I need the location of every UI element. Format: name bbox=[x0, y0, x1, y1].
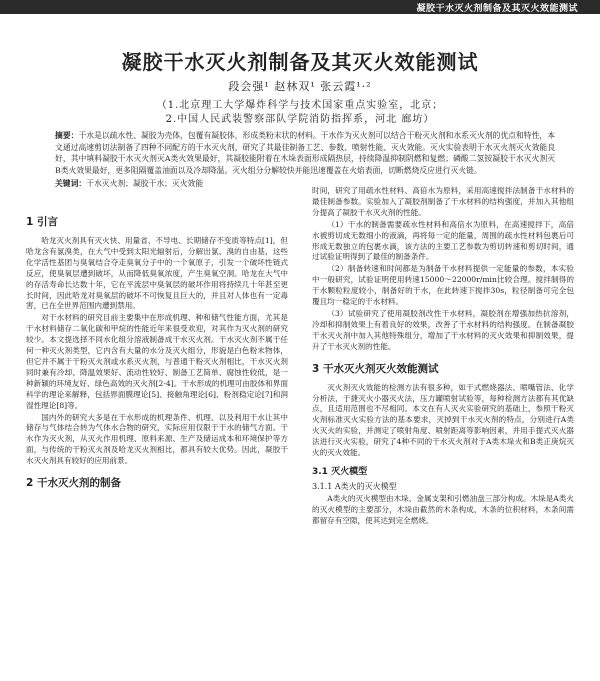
right-column bbox=[312, 186, 574, 528]
affiliation-1: （1.北京理工大学爆炸科学与技术国家重点实验室，北京； bbox=[156, 100, 444, 111]
section-3-heading: 3 干水灭火剂灭火效能测试 bbox=[312, 362, 439, 375]
section-1-paragraph: 哈龙灭火剂具有灭火快、用量省、不导电、长期储存不变质等特点[1]，但哈龙含有氯溴类，在大气中受到太阳光辐射后，分解出氯、溴的自由基，这些化学活性基团与臭氧结合夺走臭氧分子中的一个氧原子，引发一个破坏性链式反应，使臭氧层遭到破坏，从而降低臭氧浓度，产生臭氧空洞。哈龙在大气中的存活寿命长达数十年，它在平流层中臭氧层的破坏作用将持续几十年甚至更长时间，因此哈龙对臭氧层的破坏不可恢复且巨大的，并且对人体也有一定毒害，已在全世界范围内遭到禁用。 bbox=[26, 236, 288, 311]
running-header-bar bbox=[0, 0, 600, 14]
section-2-heading: 2 干水灭火剂的制备 bbox=[26, 477, 121, 490]
section-3-1-1-paragraph: A类火的灭火模型由木垛、金属支架和引燃油盘三部分构成。木垛是A类火的灭火模型的主要部分，木垛由截然的木条构成，木条的位积材料，木条间需都留存有空隙，使其达到完全燃烧。 bbox=[312, 493, 574, 525]
author-list: 段会强¹ 赵林双¹ 张云霞¹·² bbox=[228, 80, 372, 93]
section-3-paragraph: 灭火剂灭火效能的检测方法有很多种，如干式燃烧器法、喷嘴管法、化学分析法，于捷灭火小器灭火法，压力罐喷射试验等，每种检测方法都有其优缺点，且适用范围也不尽相同。本文在有人灭火实验研究的基础上，参照干粉灭火剂标准灭火实验方法的基本要求，灭掉到干水灭火剂的特点，分别进行A类火灭火的实验，并测定了喷射角度、喷射距离等影响因素，并用手提式灭火器法进行灭火实验，研究了4种不同的干水灭火剂对于A类木垛火和B类正庚烷灭火的灭火效能。 bbox=[312, 382, 574, 458]
abstract-label: 摘要： bbox=[55, 131, 79, 140]
right-column-paragraph: （3）试验研究了使用凝胶剂改性干水材料，凝胶剂在增强加热抗溶剂，冷却和抑制效果上有着良好的效果，改善了干水材料的结构强度。在制备凝胶干水灭火剂中加入其他特殊组分，增加了干水材料的灭火效果和抑制效果，提升了干水灭火剂的性能。 bbox=[312, 308, 574, 351]
abstract-text: 干水是以疏水性、凝胶为壳体，包覆有凝胶体，形成类粉末状的材料。干水作为灭火剂可以结合干粉灭火剂和水系灭火剂的优点和特性，本文通过高速剪切法制备了四种不同配方的干水灭火剂，研究了其最佳制备工艺、参数、喷射性能、灭火效能。灭火实验表明干水灭火剂灭火效能良好，其中填料凝胶干水灭火剂灭A类火效果最好，其凝胶能附着在木垛表面形成隔热层，持续降温抑制阴燃和复燃；磷酸二氢铵凝胶干水灭火剂灭B类火效果最好，更多阻隔覆盖油面以及冷却降温。灭火组分分解较快并能迅速覆盖在火焰表面，切断燃烧反应进行灭火链。 bbox=[55, 131, 556, 175]
abstract bbox=[55, 130, 555, 176]
paper-title: 凝胶干水灭火剂制备及其灭火效能测试 bbox=[121, 50, 479, 74]
right-column-paragraph: （2）制备转速和时间都是为制备干水材料提供一定能量的参数，本实验中一般研究，试验证明使用转速15000～22000r/min比较合理。搅拌制得的干水颗粒粒度较小，制备好的干水，在此转速下搅拌30s，粒径制备可完全包覆且均一稳定的干水材料。 bbox=[312, 264, 574, 307]
running-header-title: 凝胶干水灭火剂制备及其灭火效能测试 bbox=[416, 4, 578, 14]
keywords-text: 干水灭火剂；凝胶干水；灭火效能 bbox=[86, 179, 204, 188]
keywords-label: 关键词： bbox=[55, 179, 87, 188]
section-3-1-1-heading: 3.1.1 A类火的灭火模型 bbox=[312, 481, 397, 491]
right-column-paragraph: （1）干水的制备需要疏水性材料和高倍水为原料，在高速搅拌下，高倍水被剪切成无数细小的液滴，再将每一定的能量，周围的疏水性材料包裹后可形成无数独立的包裹水滴，该方法的主要工艺参数为剪切转速和剪切时间，通过试验证明得到了最佳的制备条件。 bbox=[312, 219, 574, 262]
right-column-paragraph: 时间，研究了用疏水性材料、高倍水为原料，采用高速搅拌法制备干水材料的最佳制备参数。实验加入了凝胶剂制备了干水材料的结构强度，并加入其他组分提高了凝胶干水灭火剂的性能。 bbox=[312, 186, 574, 217]
section-1-paragraph: 对干水材料的研究目前主要集中在形成机理、种和储气性能方面，尤其是干水材料储存二氧化碳和甲烷的性能近年来很受欢迎，对其作为灭火剂的研究较少。本文提选择不同水化组分溶液制备成干水灭火剂。干水灭火剂不属于任何一种灭火剂类型，它内含有大量的水分及灭火组分，形貌是白色粉末物体，但它并不属于干粉灭火剂或水系灭火剂，与普通干粉灭火剂相比，干水灭火剂同时兼有冷却、降温效果好、流动性较好、制备工艺简单、腐蚀性较低，是一种新颖的环境友好、绿色高效的灭火剂[2-4]。干水形成的机理可由胶体和界面科学的理论来解释，包括界面膜理论[5]、接触角理论[6]、粉剂稳定论[7]和润湿性理论[8]等。 bbox=[26, 313, 288, 410]
section-1-paragraph: 国内外的研究大多是在干水形成的机理条件、机理、以及利用干水让其中储存与气体结合转为气体水合物的研究，实际应用仅限于干水的储气方面。干水作为灭火剂，从灭火作用机理、原料来源、生产及储运成本和环境保护等方面，与传统的干粉灭火剂及哈龙灭火剂相比，都具有较大优势。因此，凝胶干水灭火剂具有较好的应用前景。 bbox=[26, 412, 288, 466]
section-3-1-heading: 3.1 灭火模型 bbox=[312, 466, 368, 477]
section-1-heading: 1 引言 bbox=[26, 216, 58, 228]
left-column bbox=[26, 206, 288, 497]
affiliation-2: 2.中国人民武装警察部队学院消防指挥系，河北 廊坊） bbox=[165, 114, 435, 125]
